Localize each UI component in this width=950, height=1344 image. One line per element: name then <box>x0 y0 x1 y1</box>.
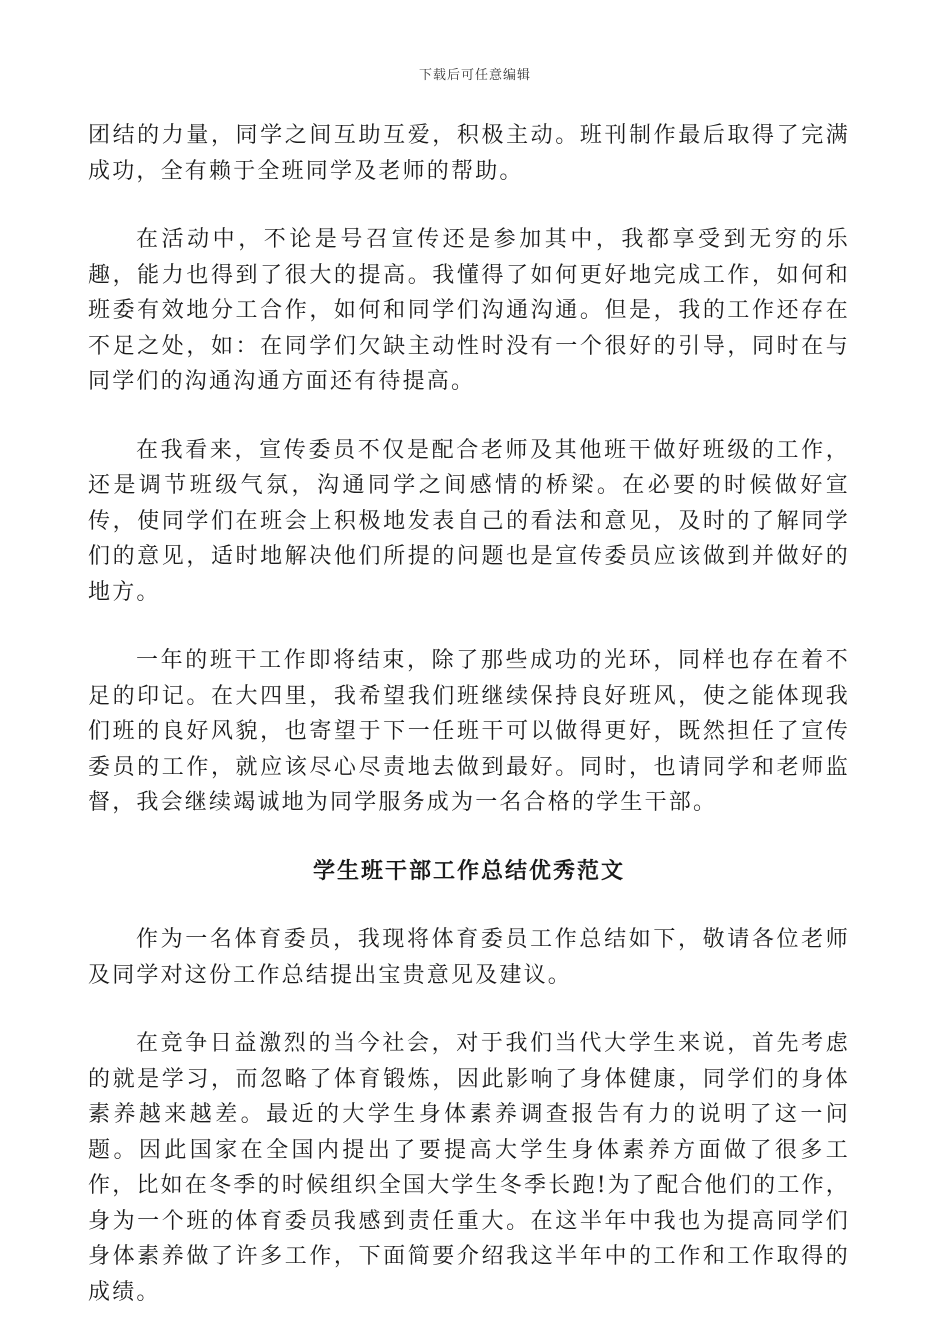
paragraph-gap <box>88 400 850 433</box>
paragraph-gap <box>88 993 850 1026</box>
section-heading: 学生班干部工作总结优秀范文 <box>312 857 625 884</box>
paragraph-gap <box>88 889 850 922</box>
document-body <box>88 118 850 1310</box>
paragraph-gap <box>88 189 850 222</box>
paragraph-4: 一年的班干工作即将结束，除了那些成功的光环，同样也存在着不足的印记。在大四里，我希望我们班继续保持良好班风，使之能体现我们班的良好风貌，也寄望于下一任班干可以做得更好，既然担任了宣传委员的工作，就应该尽心尽责地去做到最好。同时，也请同学和老师监督，我会继续竭诚地为同学服务成为一名合格的学生干部。 <box>88 648 850 815</box>
page-header-note: 下载后可任意编辑 <box>418 68 531 83</box>
paragraph-1: 团结的力量，同学之间互助互爱，积极主动。班刊制作最后取得了完满成功，全有赖于全班同学及老师的帮助。 <box>88 123 850 184</box>
paragraph-3: 在我看来，宣传委员不仅是配合老师及其他班干做好班级的工作，还是调节班级气氛，沟通同学之间感情的桥梁。在必要的时候做好宣传，使同学们在班会上积极地发表自己的看法和意见，及时的了解同学们的意见，适时地解决他们所提的问题也是宣传委员应该做到并做好的地方。 <box>88 437 850 605</box>
paragraph-gap <box>88 610 850 643</box>
paragraph-5: 作为一名体育委员，我现将体育委员工作总结如下，敬请各位老师及同学对这份工作总结提出宝贵意见及建议。 <box>88 927 850 988</box>
paragraph-6: 在竞争日益激烈的当今社会，对于我们当代大学生来说，首先考虑的就是学习，而忽略了体育锻炼，因此影响了身体健康，同学们的身体素养越来越差。最近的大学生身体素养调查报告有力的说明了这一问题。因此国家在全国内提出了要提高大学生身体素养方面做了很多工作，比如在冬季的时候组织全国大学生冬季长跑!为了配合他们的工作，身为一个班的体育委员我感到责任重大。在这半年中我也为提高同学们身体素养做了许多工作，下面简要介绍我这半年中的工作和工作取得的成绩。 <box>88 1031 850 1305</box>
paragraph-2: 在活动中，不论是号召宣传还是参加其中，我都享受到无穷的乐趣，能力也得到了很大的提高。我懂得了如何更好地完成工作，如何和班委有效地分工合作，如何和同学们沟通沟通。但是，我的工作还存在不足之处，如：在同学们欠缺主动性时没有一个很好的引导，同时在与同学们的沟通沟通方面还有待提高。 <box>88 227 850 394</box>
paragraph-gap <box>88 821 850 854</box>
